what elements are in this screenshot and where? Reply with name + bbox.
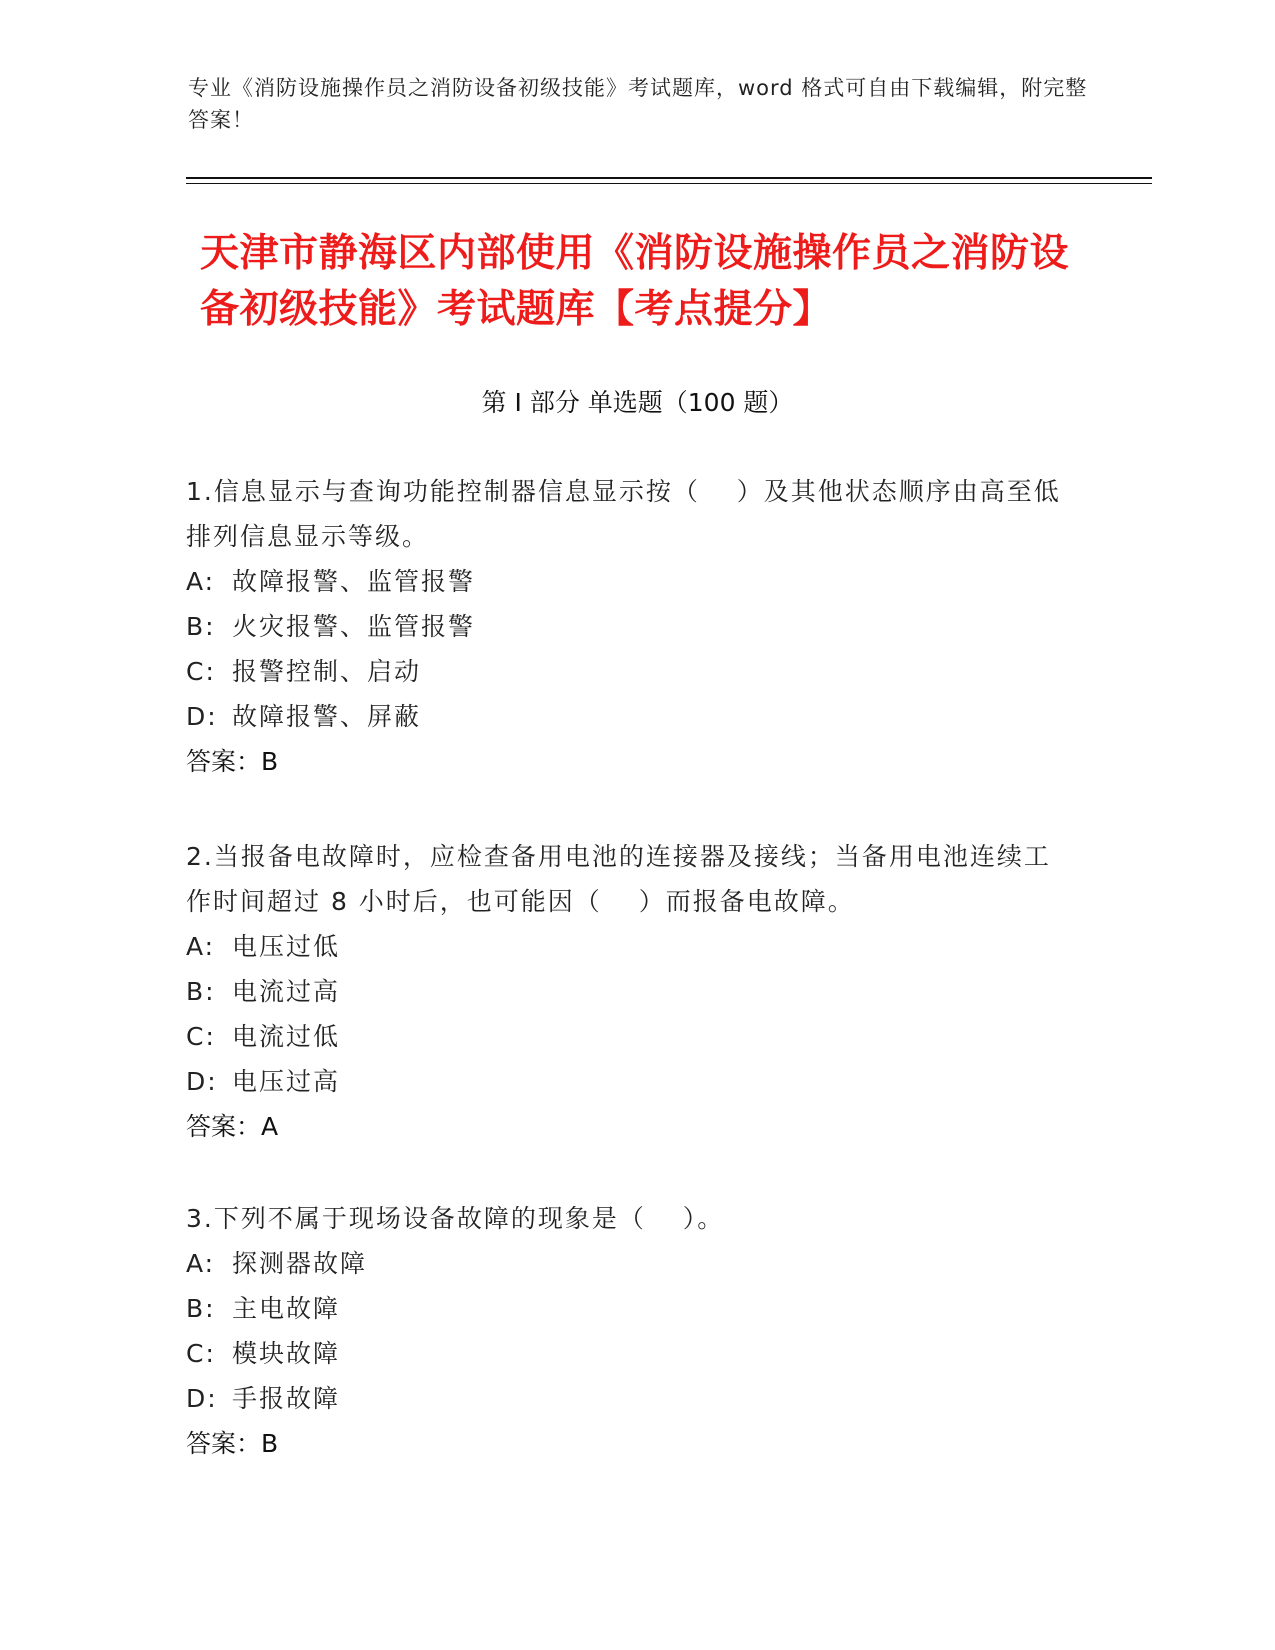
question-stem: 3.下列不属于现场设备故障的现象是（ ）。: [186, 1204, 725, 1233]
header-rule-thick: [186, 177, 1152, 179]
option-c: [186, 1331, 1066, 1376]
option-text: 探测器故障: [232, 1249, 368, 1278]
option-text: 手报故障: [232, 1384, 341, 1413]
option-b: [186, 1286, 1066, 1331]
option-text: 故障报警、屏蔽: [232, 702, 422, 731]
option-letter: A:: [186, 1249, 216, 1278]
option-b: [186, 969, 1066, 1014]
option-letter: A:: [186, 567, 216, 596]
question-stem: 1.信息显示与查询功能控制器信息显示按（ ）及其他状态顺序由高至低排列信息显示等级。: [186, 477, 1061, 551]
option-a: [186, 924, 1066, 969]
header-note: 专业《消防设施操作员之消防设备初级技能》考试题库，word 格式可自由下载编辑，附完整答案！: [188, 76, 1088, 132]
option-text: 电压过低: [232, 932, 341, 961]
option-text: 电流过高: [232, 977, 341, 1006]
option-c: [186, 649, 1066, 694]
option-letter: D:: [186, 1384, 218, 1413]
option-b: [186, 604, 1066, 649]
option-letter: B:: [186, 612, 216, 641]
section-heading: 第 I 部分 单选题（100 题）: [481, 388, 794, 417]
answer: 答案：B: [186, 1429, 279, 1458]
option-text: 故障报警、监管报警: [232, 567, 476, 596]
option-text: 模块故障: [232, 1339, 341, 1368]
option-d: [186, 694, 1066, 739]
option-text: 电流过低: [232, 1022, 341, 1051]
option-text: 电压过高: [232, 1067, 341, 1096]
option-letter: D:: [186, 1067, 218, 1096]
option-a: [186, 559, 1066, 604]
option-text: 报警控制、启动: [232, 657, 422, 686]
answer: 答案：A: [186, 1112, 279, 1141]
option-c: [186, 1014, 1066, 1059]
option-letter: D:: [186, 702, 218, 731]
option-text: 主电故障: [232, 1294, 341, 1323]
option-a: [186, 1241, 1066, 1286]
answer: 答案：B: [186, 747, 279, 776]
option-letter: B:: [186, 977, 216, 1006]
option-letter: A:: [186, 932, 216, 961]
option-text: 火灾报警、监管报警: [232, 612, 476, 641]
question-3: [186, 1196, 1066, 1466]
option-letter: C:: [186, 1339, 216, 1368]
document-title: 天津市静海区内部使用《消防设施操作员之消防设备初级技能》考试题库【考点提分】: [200, 231, 1070, 332]
header-rule-thin: [186, 183, 1152, 184]
question-stem: 2.当报备电故障时，应检查备用电池的连接器及接线；当备用电池连续工作时间超过 8 小时后，也可能因（ ）而报备电故障。: [186, 842, 1051, 916]
option-letter: C:: [186, 657, 216, 686]
option-letter: C:: [186, 1022, 216, 1051]
question-2: [186, 834, 1066, 1149]
option-letter: B:: [186, 1294, 216, 1323]
option-d: [186, 1376, 1066, 1421]
question-1: [186, 469, 1066, 784]
option-d: [186, 1059, 1066, 1104]
